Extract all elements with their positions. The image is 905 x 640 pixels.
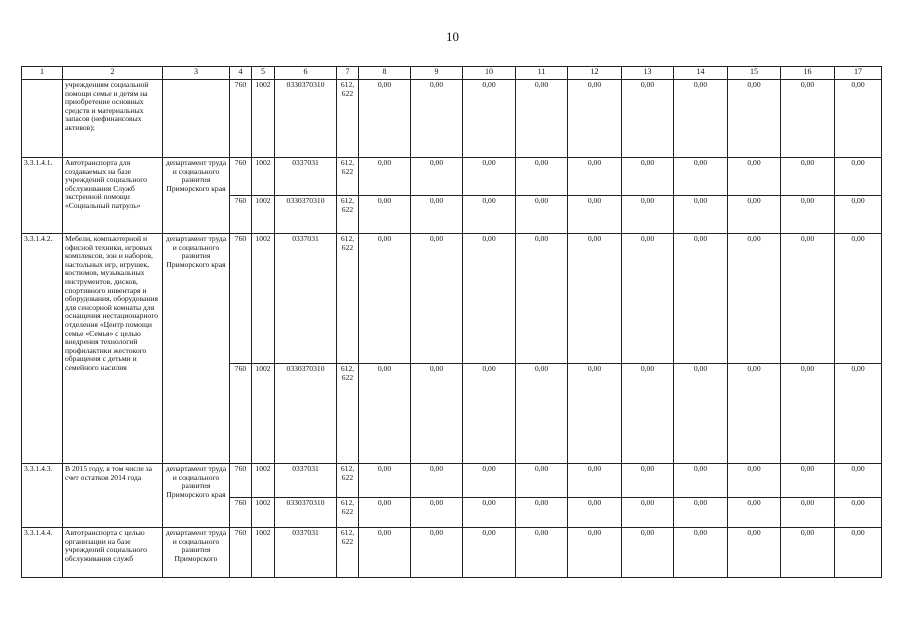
cell-amount: 0,00	[568, 364, 622, 464]
column-header: 5	[252, 67, 275, 80]
cell-amount: 0,00	[781, 196, 835, 234]
column-header: 11	[516, 67, 568, 80]
cell-amount: 0,00	[622, 80, 674, 158]
column-header: 4	[230, 67, 252, 80]
cell-amount: 0,00	[568, 80, 622, 158]
cell-amount: 0,00	[411, 196, 463, 234]
cell-target-article: 0337031	[275, 464, 337, 498]
table-row	[22, 80, 882, 158]
cell-amount: 0,00	[359, 234, 411, 364]
cell-amount: 0,00	[568, 464, 622, 498]
column-header: 16	[781, 67, 835, 80]
cell-amount: 0,00	[359, 364, 411, 464]
cell-ministry-code: 760	[230, 528, 252, 578]
column-header: 6	[275, 67, 337, 80]
column-header: 7	[337, 67, 359, 80]
cell-amount: 0,00	[622, 528, 674, 578]
cell-section-code: 1002	[252, 196, 275, 234]
cell-target-article: 0337031	[275, 158, 337, 196]
cell-amount: 0,00	[728, 498, 781, 528]
cell-amount: 0,00	[781, 80, 835, 158]
cell-ministry-code: 760	[230, 464, 252, 498]
cell-amount: 0,00	[411, 158, 463, 196]
cell-section-code: 1002	[252, 528, 275, 578]
cell-amount: 0,00	[516, 464, 568, 498]
cell-amount: 0,00	[359, 80, 411, 158]
cell-amount: 0,00	[674, 196, 728, 234]
cell-amount: 0,00	[781, 528, 835, 578]
column-header: 8	[359, 67, 411, 80]
cell-amount: 0,00	[463, 464, 516, 498]
cell-section-code: 1002	[252, 464, 275, 498]
cell-amount: 0,00	[411, 364, 463, 464]
cell-amount: 0,00	[463, 158, 516, 196]
cell-ministry-code: 760	[230, 80, 252, 158]
header-row	[22, 67, 882, 80]
row-name: Мебели, компьютерной и офисной техники, игровых комплексов, зон и наборов, настольных игр, игрушек, костюмов, музыкальных инструментов, дисков, спортивного инвентаря и оборудования, оборудования для сенсорной комнаты для оснащения нестационарного отделения «Центр помощи семье «Семья» с целью внедрения технологий профилактики жестокого обращения с детьми и семейного насилия	[63, 234, 163, 464]
cell-section-code: 1002	[252, 364, 275, 464]
cell-amount: 0,00	[835, 234, 882, 364]
cell-amount: 0,00	[516, 234, 568, 364]
cell-amount: 0,00	[674, 80, 728, 158]
row-department: департамент труда и социального развития Приморского края	[163, 464, 230, 528]
cell-target-article: 0330370310	[275, 364, 337, 464]
cell-amount: 0,00	[568, 498, 622, 528]
cell-amount: 0,00	[728, 234, 781, 364]
cell-ministry-code: 760	[230, 498, 252, 528]
cell-amount: 0,00	[516, 196, 568, 234]
cell-amount: 0,00	[622, 498, 674, 528]
row-code: 3.3.1.4.3.	[22, 464, 63, 528]
column-header: 15	[728, 67, 781, 80]
cell-amount: 0,00	[622, 158, 674, 196]
row-department	[163, 80, 230, 158]
row-code: 3.3.1.4.1.	[22, 158, 63, 234]
row-department: департамент труда и социального развития Приморского	[163, 528, 230, 578]
cell-amount: 0,00	[674, 498, 728, 528]
row-name: учреждениям социальной помощи семье и детям на приобретение основных средств и материальных запасов (нефинансовых активов);	[63, 80, 163, 158]
cell-target-article: 0337031	[275, 234, 337, 364]
cell-amount: 0,00	[728, 80, 781, 158]
budget-table	[21, 66, 882, 578]
cell-expense-type: 612, 622	[337, 364, 359, 464]
cell-target-article: 0330370310	[275, 498, 337, 528]
column-header: 12	[568, 67, 622, 80]
table-row	[22, 158, 882, 196]
cell-expense-type: 612, 622	[337, 528, 359, 578]
row-code: 3.3.1.4.2.	[22, 234, 63, 464]
cell-amount: 0,00	[568, 528, 622, 578]
cell-amount: 0,00	[359, 158, 411, 196]
cell-amount: 0,00	[516, 158, 568, 196]
cell-amount: 0,00	[516, 528, 568, 578]
cell-amount: 0,00	[728, 528, 781, 578]
table-row	[22, 234, 882, 364]
cell-amount: 0,00	[516, 498, 568, 528]
cell-amount: 0,00	[463, 196, 516, 234]
column-header: 3	[163, 67, 230, 80]
cell-amount: 0,00	[411, 528, 463, 578]
cell-amount: 0,00	[568, 196, 622, 234]
cell-amount: 0,00	[674, 158, 728, 196]
cell-amount: 0,00	[516, 364, 568, 464]
cell-ministry-code: 760	[230, 158, 252, 196]
cell-amount: 0,00	[674, 528, 728, 578]
page-number: 10	[446, 29, 459, 44]
cell-amount: 0,00	[359, 464, 411, 498]
row-name: Автотранспорта для создаваемых на базе учреждений социального обслуживания Служб экстренной помощи «Социальный патруль»	[63, 158, 163, 234]
cell-amount: 0,00	[674, 464, 728, 498]
column-header: 14	[674, 67, 728, 80]
cell-amount: 0,00	[835, 80, 882, 158]
column-header: 1	[22, 67, 63, 80]
cell-amount: 0,00	[835, 158, 882, 196]
cell-expense-type: 612, 622	[337, 464, 359, 498]
row-name: В 2015 году, в том числе за счет остатков 2014 года	[63, 464, 163, 528]
cell-amount: 0,00	[463, 528, 516, 578]
cell-amount: 0,00	[781, 234, 835, 364]
cell-expense-type: 612, 622	[337, 80, 359, 158]
cell-amount: 0,00	[728, 196, 781, 234]
cell-section-code: 1002	[252, 80, 275, 158]
table-row	[22, 528, 882, 578]
cell-amount: 0,00	[359, 196, 411, 234]
cell-expense-type: 612, 622	[337, 498, 359, 528]
cell-ministry-code: 760	[230, 364, 252, 464]
cell-amount: 0,00	[781, 364, 835, 464]
cell-expense-type: 612, 622	[337, 158, 359, 196]
row-department: департамент труда и социального развития Приморского края	[163, 158, 230, 234]
cell-amount: 0,00	[516, 80, 568, 158]
cell-amount: 0,00	[674, 234, 728, 364]
cell-amount: 0,00	[359, 528, 411, 578]
cell-ministry-code: 760	[230, 234, 252, 364]
cell-target-article: 0330370310	[275, 196, 337, 234]
cell-section-code: 1002	[252, 158, 275, 196]
column-header: 10	[463, 67, 516, 80]
row-name: Автотранспорта с целью организации на базе учреждений социального обслуживания служб	[63, 528, 163, 578]
cell-amount: 0,00	[411, 498, 463, 528]
cell-section-code: 1002	[252, 498, 275, 528]
cell-expense-type: 612, 622	[337, 196, 359, 234]
cell-amount: 0,00	[728, 364, 781, 464]
cell-amount: 0,00	[835, 498, 882, 528]
cell-amount: 0,00	[622, 196, 674, 234]
column-header: 9	[411, 67, 463, 80]
cell-amount: 0,00	[359, 498, 411, 528]
cell-amount: 0,00	[728, 158, 781, 196]
cell-amount: 0,00	[835, 528, 882, 578]
cell-amount: 0,00	[835, 196, 882, 234]
cell-amount: 0,00	[568, 234, 622, 364]
cell-amount: 0,00	[411, 464, 463, 498]
cell-amount: 0,00	[781, 158, 835, 196]
column-header: 2	[63, 67, 163, 80]
row-department: департамент труда и социального развития Приморского края	[163, 234, 230, 464]
cell-amount: 0,00	[781, 498, 835, 528]
table-row	[22, 464, 882, 498]
column-header: 13	[622, 67, 674, 80]
column-header: 17	[835, 67, 882, 80]
cell-expense-type: 612, 622	[337, 234, 359, 364]
row-code	[22, 80, 63, 158]
cell-amount: 0,00	[674, 364, 728, 464]
row-code: 3.3.1.4.4.	[22, 528, 63, 578]
cell-amount: 0,00	[568, 158, 622, 196]
cell-amount: 0,00	[463, 80, 516, 158]
cell-amount: 0,00	[463, 364, 516, 464]
cell-ministry-code: 760	[230, 196, 252, 234]
cell-amount: 0,00	[463, 234, 516, 364]
cell-amount: 0,00	[781, 464, 835, 498]
cell-amount: 0,00	[835, 364, 882, 464]
cell-section-code: 1002	[252, 234, 275, 364]
cell-amount: 0,00	[728, 464, 781, 498]
cell-target-article: 0337031	[275, 528, 337, 578]
cell-amount: 0,00	[622, 464, 674, 498]
cell-amount: 0,00	[411, 234, 463, 364]
cell-amount: 0,00	[622, 234, 674, 364]
cell-amount: 0,00	[463, 498, 516, 528]
cell-amount: 0,00	[622, 364, 674, 464]
cell-amount: 0,00	[835, 464, 882, 498]
cell-amount: 0,00	[411, 80, 463, 158]
cell-target-article: 0330370310	[275, 80, 337, 158]
